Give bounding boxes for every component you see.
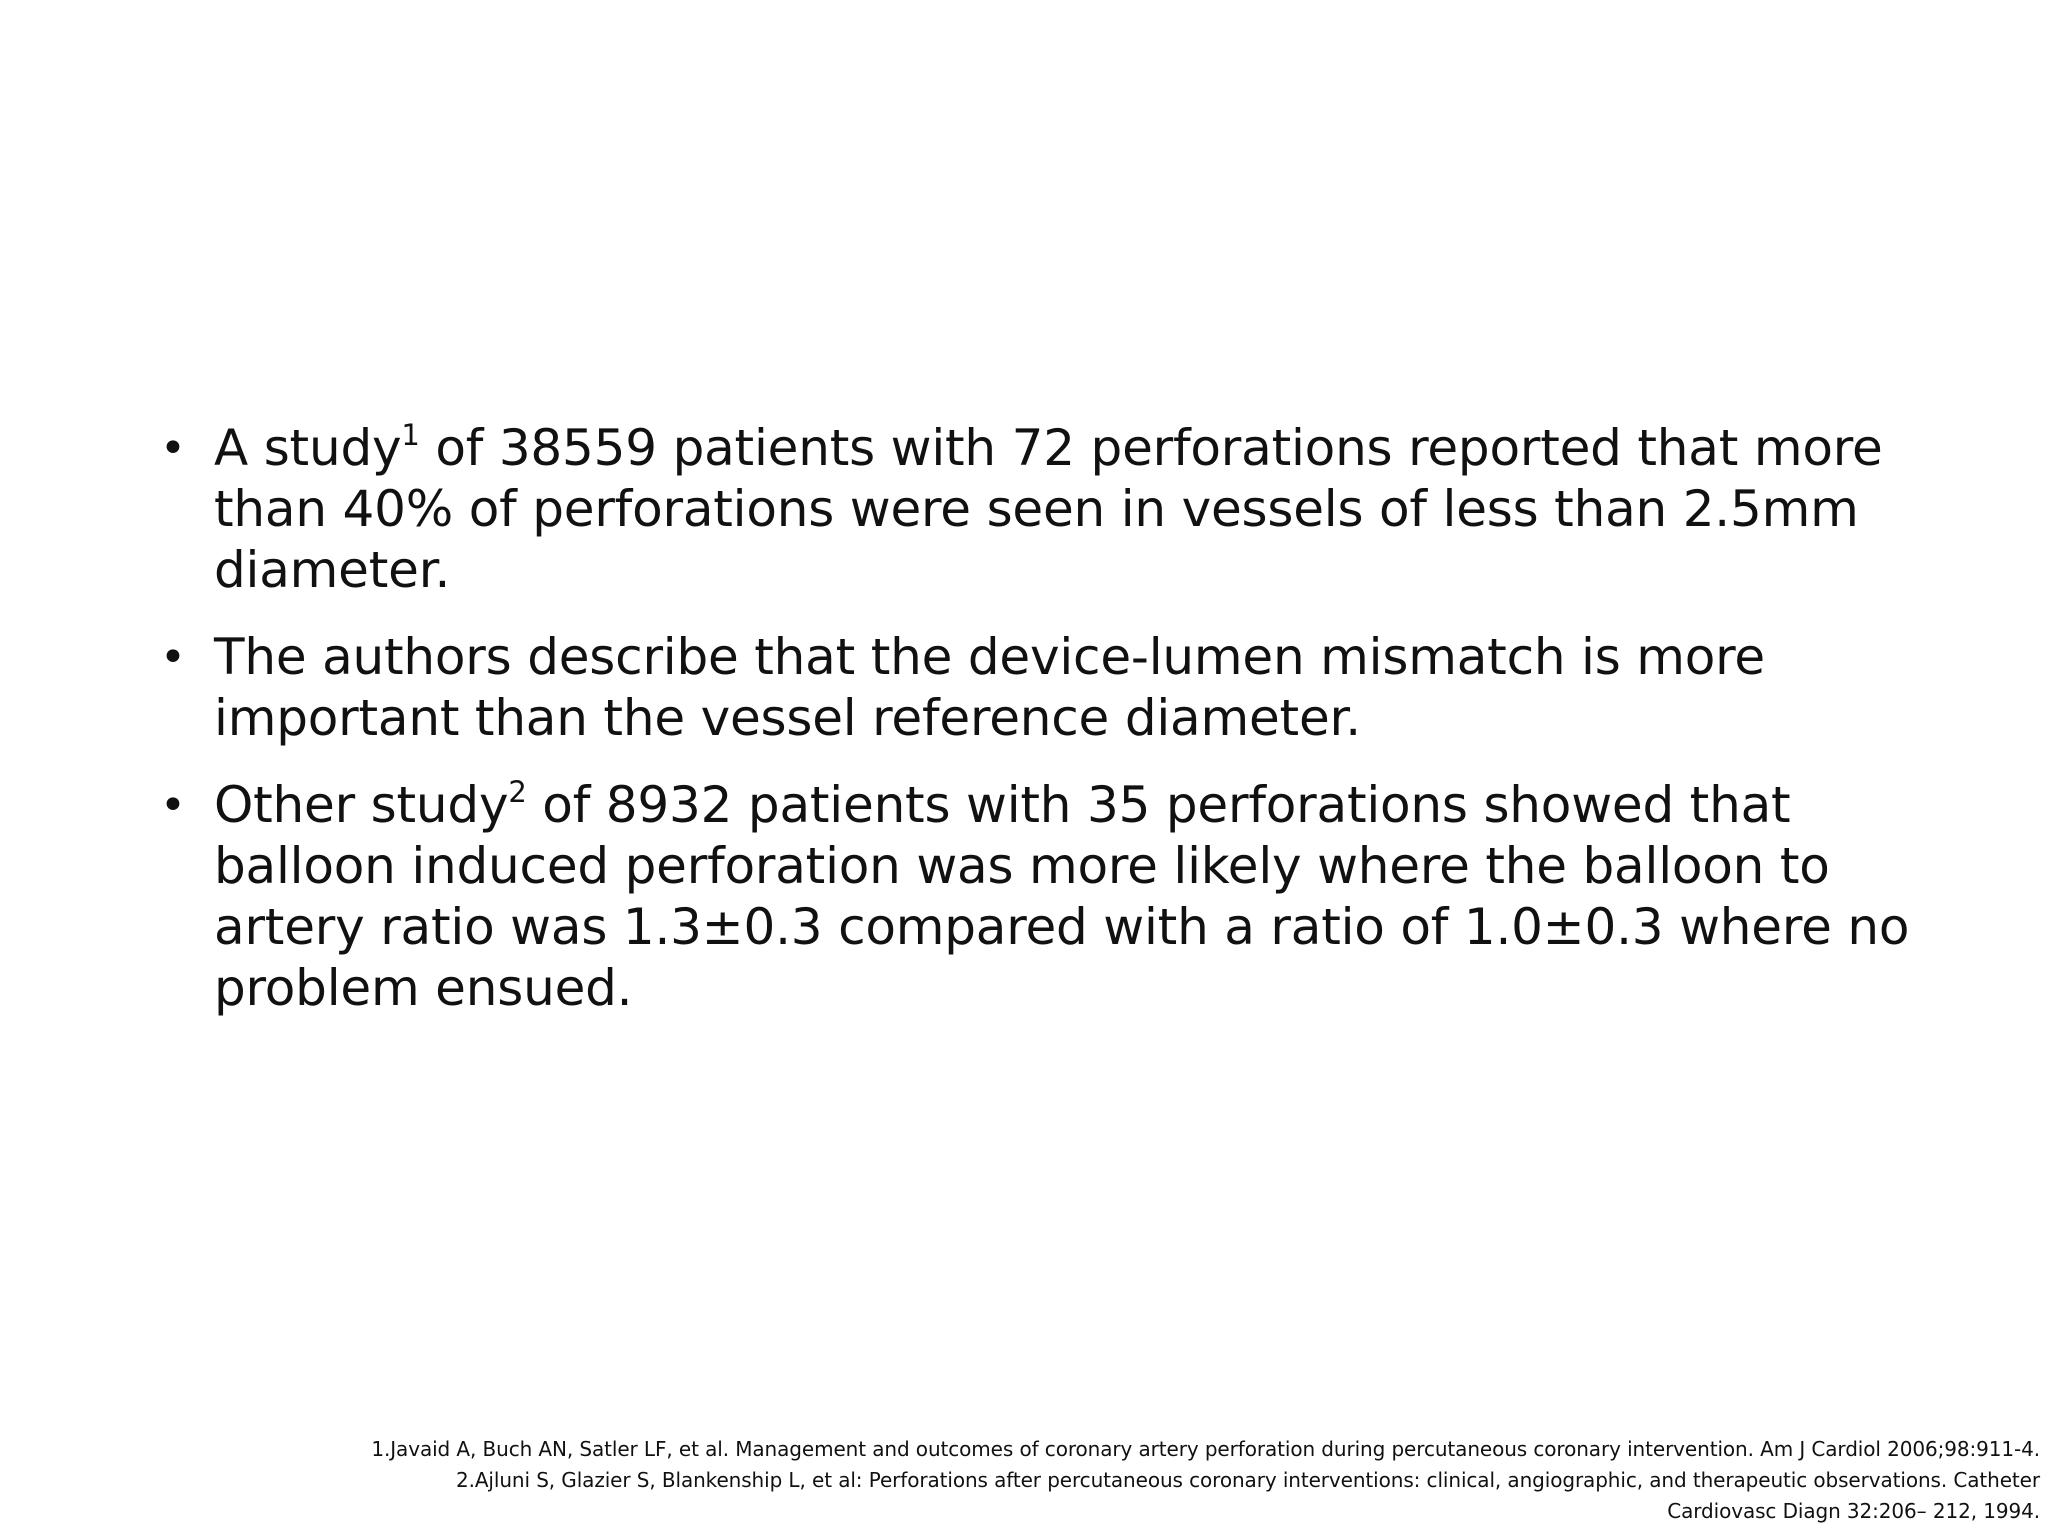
bullet-text-lead: A study bbox=[214, 419, 402, 477]
bullet-text bbox=[214, 775, 1920, 1019]
bullet-item-study-1 bbox=[160, 418, 1920, 601]
bullet-text-rest: of 38559 patients with 72 perforations reported that more than 40% of perforations were seen in vessels of less than 2.5mm diameter. bbox=[214, 419, 1883, 599]
references bbox=[260, 1434, 2040, 1527]
bullet-list bbox=[160, 418, 1920, 1019]
bullet-dot-icon: • bbox=[160, 423, 186, 474]
slide-content bbox=[160, 418, 1920, 1045]
bullet-item-authors bbox=[160, 627, 1920, 749]
reference-2: 2.Ajluni S, Glazier S, Blankenship L, et al: Perforations after percutaneous coronary interventions: clinical, angiographic, and therapeutic observations. Catheter bbox=[455, 1468, 2040, 1492]
bullet-item-study-2 bbox=[160, 775, 1920, 1019]
reference-superscript: 1 bbox=[401, 418, 420, 452]
reference-superscript: 2 bbox=[508, 775, 527, 809]
bullet-text: The authors describe that the device-lumen mismatch is more important than the vessel reference diameter. bbox=[214, 628, 1765, 747]
bullet-text-lead: Other study bbox=[214, 776, 509, 834]
bullet-text-rest: of 8932 patients with 35 perforations showed that balloon induced perforation was more likely where the balloon to artery ratio was 1.3±0.3 compared with a ratio of 1.0±0.3 where no problem ensued. bbox=[214, 776, 1910, 1017]
reference-1: 1.Javaid A, Buch AN, Satler LF, et al. Management and outcomes of coronary artery perforation during percutaneous coronary intervention. Am J Cardiol 2006;98:911-4. bbox=[371, 1437, 2040, 1461]
bullet-dot-icon: • bbox=[160, 632, 186, 683]
bullet-dot-icon: • bbox=[160, 780, 186, 831]
reference-2-continuation: Cardiovasc Diagn 32:206– 212, 1994. bbox=[1667, 1499, 2040, 1523]
bullet-text bbox=[214, 418, 1920, 601]
